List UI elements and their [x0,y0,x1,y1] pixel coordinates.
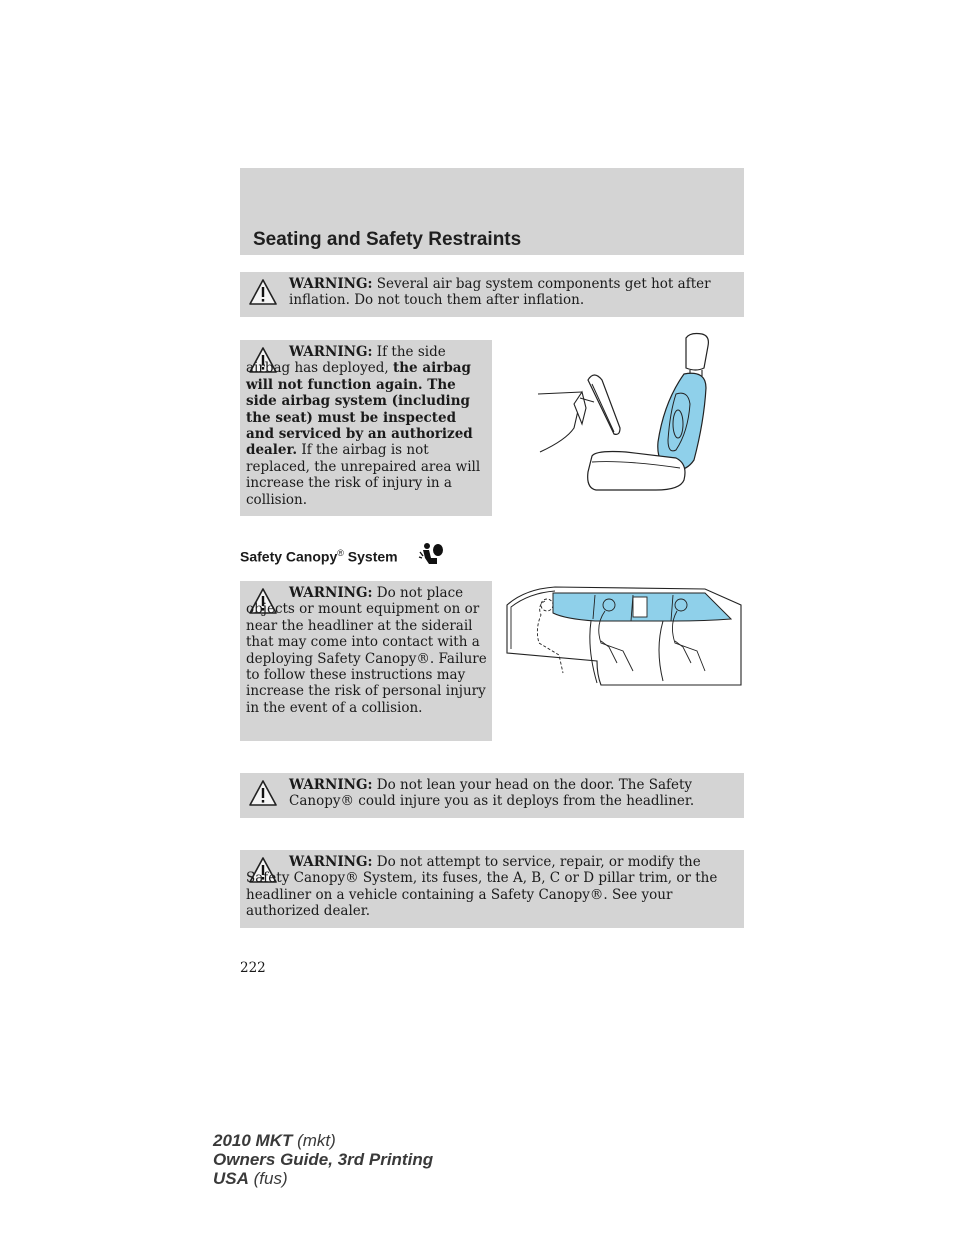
warning-text: If the side airbag has deployed, [246,344,446,377]
warning-text: If the airbag is not replaced, the unrepaired area will increase the risk of injury in a collision. [246,442,481,508]
warning-label: WARNING: [289,344,373,360]
warning-label: WARNING: [289,854,373,870]
footer-guide: Owners Guide, 3rd Printing [213,1150,434,1169]
warning-box-side-airbag [240,340,492,516]
warning-text: Do not attempt to service, repair, or modify the Safety Canopy® System, its fuses, the A, B, C or D pillar trim, or the headliner on a vehicle containing a Safety Canopy®. See your authorized dealer. [246,854,718,920]
side-airbag-seat-illustration [536,332,746,497]
warning-text: Do not place objects or mount equipment on or near the headliner at the siderail that may come into contact with a deploying Safety Canopy®. Failure to follow these instructions may increase the risk of personal injury in the event of a collision. [246,585,487,716]
page-number: 222 [240,960,266,976]
section-title [240,548,398,565]
airbag-seat-icon [417,542,445,566]
footer-market-code: (fus) [248,1169,288,1188]
warning-box-service [240,850,744,928]
footer-model: 2010 MKT [213,1131,293,1150]
warning-label: WARNING: [289,276,373,292]
safety-canopy-vehicle-illustration [505,585,743,687]
page-title: Seating and Safety Restraints [253,229,522,250]
section-title-text: Safety Canopy [240,548,338,565]
footer-market: USA [213,1169,249,1188]
registered-mark: ® [337,548,344,558]
warning-box-headliner [240,581,492,741]
footer-model-code: (mkt) [292,1131,336,1150]
warning-text: Several air bag system components get hot after inflation. Do not touch them after inflation. [289,276,711,309]
warning-triangle-icon [248,779,278,807]
warning-label: WARNING: [289,777,373,793]
warning-triangle-icon [248,278,278,306]
warning-text: Do not lean your head on the door. The Safety Canopy® could injure you as it deploys from the headliner. [289,777,695,810]
warning-emphasis: the airbag will not function again. The side airbag system (including the seat) must be inspected and serviced by an authorized dealer. [246,360,473,459]
section-title-text: System [343,548,398,565]
warning-label: WARNING: [289,585,373,601]
document-footer [213,1131,433,1188]
warning-box-hot-components [240,272,744,317]
warning-box-lean-head [240,773,744,818]
